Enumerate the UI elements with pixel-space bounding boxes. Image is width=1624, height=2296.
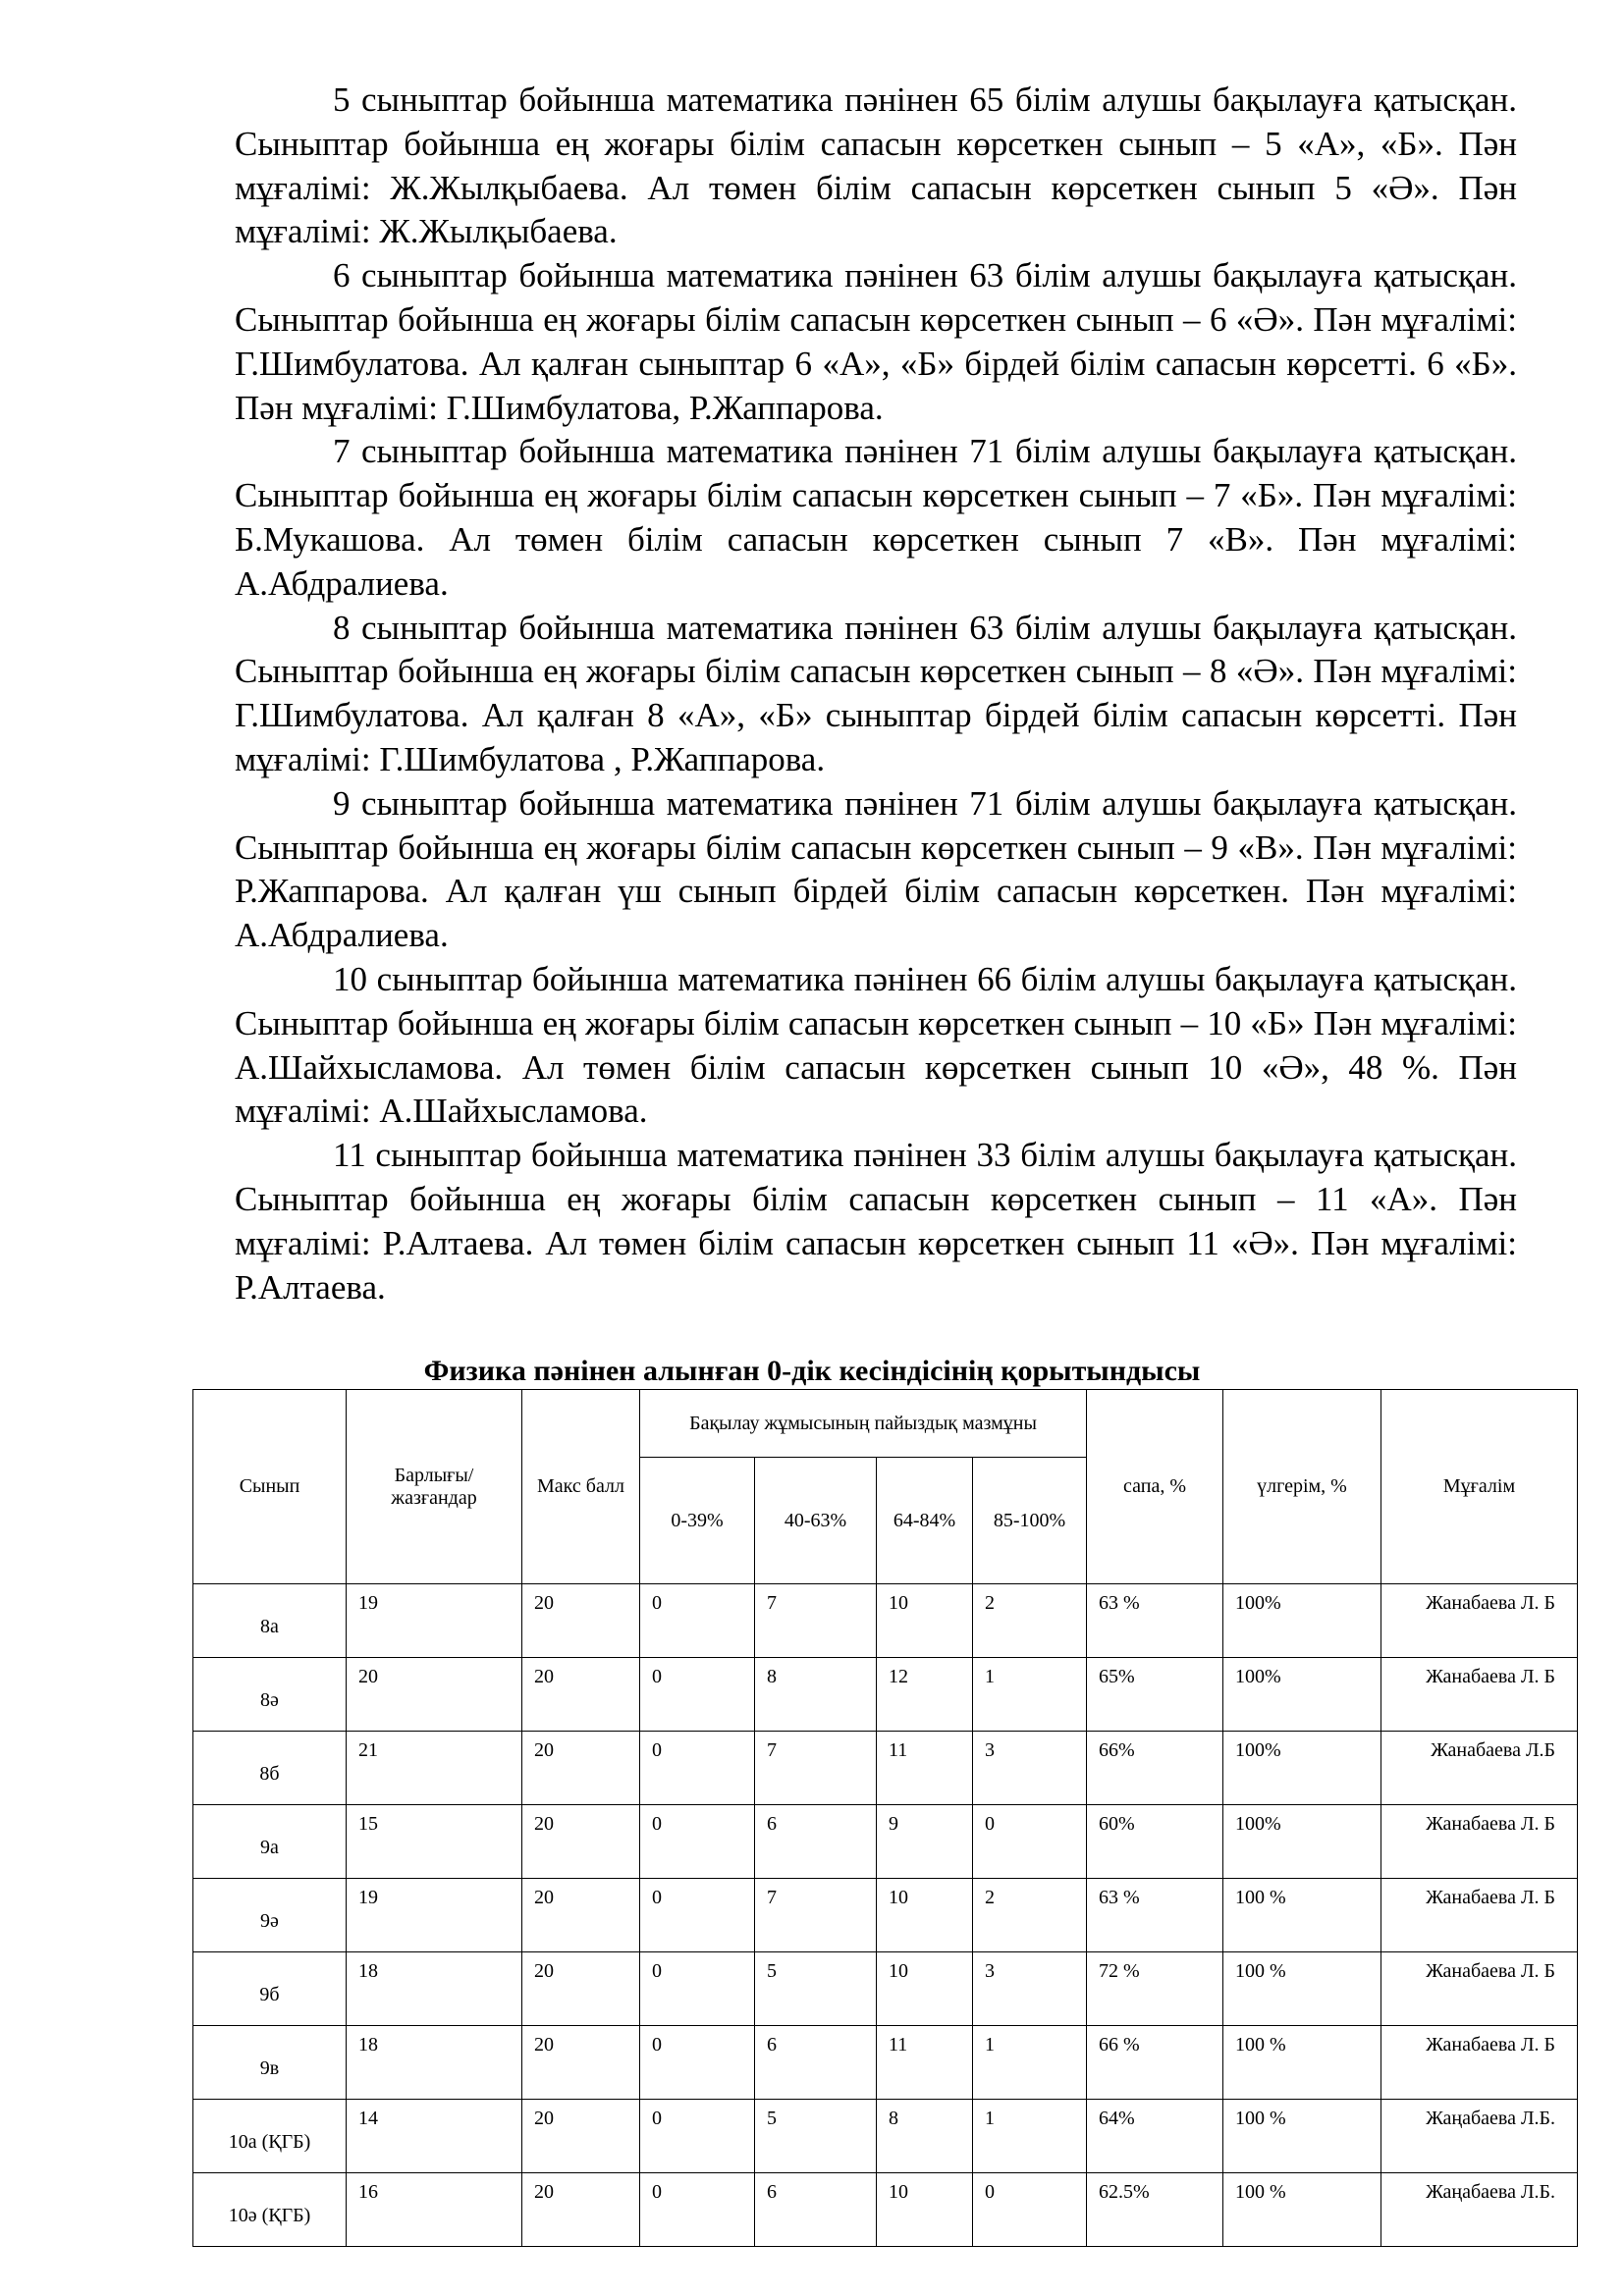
range-85-100-cell: 1 — [973, 2026, 1087, 2100]
range-85-100-cell: 2 — [973, 1879, 1087, 1952]
table-row — [193, 2100, 1578, 2173]
table-row — [193, 1732, 1578, 1805]
range-40-63-cell: 7 — [755, 1584, 877, 1658]
max-cell: 20 — [522, 2026, 640, 2100]
total-cell: 20 — [347, 1658, 522, 1732]
header-teacher: Мұғалім — [1381, 1390, 1578, 1584]
progress-cell: 100% — [1223, 1732, 1381, 1805]
header-content-group: Бақылау жұмысының пайыздық мазмұны — [640, 1390, 1087, 1458]
quality-cell: 65% — [1087, 1658, 1223, 1732]
table-row — [193, 1658, 1578, 1732]
range-85-100-cell: 3 — [973, 1732, 1087, 1805]
progress-cell: 100 % — [1223, 2100, 1381, 2173]
range-40-63-cell: 7 — [755, 1879, 877, 1952]
range-0-39-cell: 0 — [640, 2173, 755, 2247]
quality-cell: 66 % — [1087, 2026, 1223, 2100]
class-cell: 10а (ҚГБ) — [193, 2100, 347, 2173]
range-64-84-cell: 9 — [877, 1805, 973, 1879]
class-cell: 9ә — [193, 1879, 347, 1952]
header-class: Сынып — [193, 1390, 347, 1584]
max-cell: 20 — [522, 1952, 640, 2026]
teacher-cell: Жанабаева Л. Б — [1381, 1805, 1578, 1879]
range-40-63-cell: 5 — [755, 2100, 877, 2173]
range-85-100-cell: 2 — [973, 1584, 1087, 1658]
progress-cell: 100% — [1223, 1658, 1381, 1732]
teacher-cell: Жанабаева Л. Б — [1381, 1879, 1578, 1952]
range-0-39-cell: 0 — [640, 2100, 755, 2173]
max-cell: 20 — [522, 1584, 640, 1658]
range-0-39-cell: 0 — [640, 1805, 755, 1879]
table-body — [193, 1584, 1578, 2247]
range-40-63-cell: 5 — [755, 1952, 877, 2026]
total-cell: 19 — [347, 1584, 522, 1658]
total-cell: 15 — [347, 1805, 522, 1879]
range-0-39-cell: 0 — [640, 1952, 755, 2026]
header-progress: үлгерім, % — [1223, 1390, 1381, 1584]
max-cell: 20 — [522, 2173, 640, 2247]
range-40-63-cell: 6 — [755, 1805, 877, 1879]
progress-cell: 100 % — [1223, 2173, 1381, 2247]
total-cell: 16 — [347, 2173, 522, 2247]
header-quality: сапа, % — [1087, 1390, 1223, 1584]
range-64-84-cell: 12 — [877, 1658, 973, 1732]
paragraph-grade-7: 7 сыныптар бойынша математика пәнінен 71 білім алушы бақылауға қатысқан. Сыныптар бойынша ең жоғары білім сапасын көрсеткен сынып – 7 «Б». Пән мұғалімі: Б.Мукашова. Ал төмен білім сапасын көрсеткен сынып 7 «В». Пән мұғалімі: А.Абдралиева. — [235, 432, 1517, 603]
range-85-100-cell: 0 — [973, 2173, 1087, 2247]
table-row — [193, 1805, 1578, 1879]
results-table — [192, 1389, 1577, 2247]
quality-cell: 66% — [1087, 1732, 1223, 1805]
progress-cell: 100% — [1223, 1584, 1381, 1658]
range-85-100-cell: 1 — [973, 1658, 1087, 1732]
quality-cell: 63 % — [1087, 1879, 1223, 1952]
header-range: 40-63% — [755, 1458, 877, 1584]
progress-cell: 100 % — [1223, 1879, 1381, 1952]
teacher-cell: Жанабаева Л.Б — [1381, 1732, 1578, 1805]
teacher-cell: Жанабаева Л. Б — [1381, 1584, 1578, 1658]
total-cell: 18 — [347, 1952, 522, 2026]
class-cell: 9б — [193, 1952, 347, 2026]
class-cell: 10ә (ҚГБ) — [193, 2173, 347, 2247]
teacher-cell: Жаңабаева Л.Б. — [1381, 2100, 1578, 2173]
header-range: 0-39% — [640, 1458, 755, 1584]
teacher-cell: Жанабаева Л. Б — [1381, 1658, 1578, 1732]
max-cell: 20 — [522, 1805, 640, 1879]
range-85-100-cell: 0 — [973, 1805, 1087, 1879]
range-0-39-cell: 0 — [640, 1732, 755, 1805]
table-row — [193, 1879, 1578, 1952]
class-cell: 8а — [193, 1584, 347, 1658]
range-64-84-cell: 8 — [877, 2100, 973, 2173]
max-cell: 20 — [522, 1658, 640, 1732]
range-85-100-cell: 3 — [973, 1952, 1087, 2026]
range-64-84-cell: 11 — [877, 2026, 973, 2100]
progress-cell: 100 % — [1223, 1952, 1381, 2026]
table-row — [193, 1584, 1578, 1658]
report-text — [235, 79, 1517, 1309]
table-title: Физика пәнінен алынған 0-дік кесіндісінің қорытындысы — [423, 1355, 1201, 1387]
total-cell: 19 — [347, 1879, 522, 1952]
range-85-100-cell: 1 — [973, 2100, 1087, 2173]
max-cell: 20 — [522, 1879, 640, 1952]
quality-cell: 63 % — [1087, 1584, 1223, 1658]
max-cell: 20 — [522, 1732, 640, 1805]
paragraph-grade-10: 10 сыныптар бойынша математика пәнінен 66 білім алушы бақылауға қатысқан. Сыныптар бойынша ең жоғары білім сапасын көрсеткен сынып – 10 «Б» Пән мұғалімі: А.Шайхысламова. Ал төмен білім сапасын көрсеткен сынып 10 «Ә», 48 %. Пән мұғалімі: А.Шайхысламова. — [235, 959, 1517, 1131]
total-cell: 18 — [347, 2026, 522, 2100]
range-64-84-cell: 10 — [877, 1879, 973, 1952]
class-cell: 9в — [193, 2026, 347, 2100]
range-40-63-cell: 7 — [755, 1732, 877, 1805]
table-row — [193, 2173, 1578, 2247]
paragraph-grade-8: 8 сыныптар бойынша математика пәнінен 63 білім алушы бақылауға қатысқан. Сыныптар бойынша ең жоғары білім сапасын көрсеткен сынып – 8 «Ә». Пән мұғалімі: Г.Шимбулатова. Ал қалған 8 «А», «Б» сыныптар бірдей білім сапасын көрсетті. Пән мұғалімі: Г.Шимбулатова , Р.Жаппарова. — [235, 608, 1517, 778]
teacher-cell: Жанабаева Л. Б — [1381, 1952, 1578, 2026]
range-64-84-cell: 10 — [877, 1584, 973, 1658]
progress-cell: 100 % — [1223, 2026, 1381, 2100]
header-range: 64-84% — [877, 1458, 973, 1584]
teacher-cell: Жанабаева Л. Б — [1381, 2026, 1578, 2100]
class-cell: 8ә — [193, 1658, 347, 1732]
range-64-84-cell: 10 — [877, 1952, 973, 2026]
range-0-39-cell: 0 — [640, 1584, 755, 1658]
header-range: 85-100% — [973, 1458, 1087, 1584]
paragraph-grade-6: 6 сыныптар бойынша математика пәнінен 63 білім алушы бақылауға қатысқан. Сыныптар бойынша ең жоғары білім сапасын көрсеткен сынып – 6 «Ә». Пән мұғалімі: Г.Шимбулатова. Ал қалған сыныптар 6 «А», «Б» бірдей білім сапасын көрсетті. 6 «Б». Пән мұғалімі: Г.Шимбулатова, Р.Жаппарова. — [235, 256, 1517, 427]
quality-cell: 62.5% — [1087, 2173, 1223, 2247]
header-total: Барлығы/ жазғандар — [347, 1390, 522, 1584]
quality-cell: 72 % — [1087, 1952, 1223, 2026]
paragraph-grade-11: 11 сыныптар бойынша математика пәнінен 33 білім алушы бақылауға қатысқан. Сыныптар бойынша ең жоғары білім сапасын көрсеткен сынып – 11 «А». Пән мұғалімі: Р.Алтаева. Ал төмен білім сапасын көрсеткен сынып 11 «Ә». Пән мұғалімі: Р.Алтаева. — [235, 1136, 1517, 1307]
quality-cell: 64% — [1087, 2100, 1223, 2173]
paragraph-grade-5: 5 сыныптар бойынша математика пәнінен 65 білім алушы бақылауға қатысқан. Сыныптар бойынша ең жоғары білім сапасын көрсеткен сынып – 5 «А», «Б». Пән мұғалімі: Ж.Жылқыбаева. Ал төмен білім сапасын көрсеткен сынып 5 «Ә». Пән мұғалімі: Ж.Жылқыбаева. — [235, 80, 1517, 251]
class-cell: 9а — [193, 1805, 347, 1879]
quality-cell: 60% — [1087, 1805, 1223, 1879]
total-cell: 14 — [347, 2100, 522, 2173]
range-64-84-cell: 11 — [877, 1732, 973, 1805]
range-0-39-cell: 0 — [640, 1879, 755, 1952]
header-max: Макс балл — [522, 1390, 640, 1584]
table-row — [193, 2026, 1578, 2100]
teacher-cell: Жаңабаева Л.Б. — [1381, 2173, 1578, 2247]
class-cell: 8б — [193, 1732, 347, 1805]
range-40-63-cell: 6 — [755, 2026, 877, 2100]
total-cell: 21 — [347, 1732, 522, 1805]
paragraph-grade-9: 9 сыныптар бойынша математика пәнінен 71 білім алушы бақылауға қатысқан. Сыныптар бойынша ең жоғары білім сапасын көрсеткен сынып – 9 «В». Пән мұғалімі: Р.Жаппарова. Ал қалған үш сынып бірдей білім сапасын көрсеткен. Пән мұғалімі: А.Абдралиева. — [235, 783, 1517, 955]
range-40-63-cell: 6 — [755, 2173, 877, 2247]
range-0-39-cell: 0 — [640, 2026, 755, 2100]
progress-cell: 100% — [1223, 1805, 1381, 1879]
range-0-39-cell: 0 — [640, 1658, 755, 1732]
range-40-63-cell: 8 — [755, 1658, 877, 1732]
max-cell: 20 — [522, 2100, 640, 2173]
range-64-84-cell: 10 — [877, 2173, 973, 2247]
table-row — [193, 1952, 1578, 2026]
